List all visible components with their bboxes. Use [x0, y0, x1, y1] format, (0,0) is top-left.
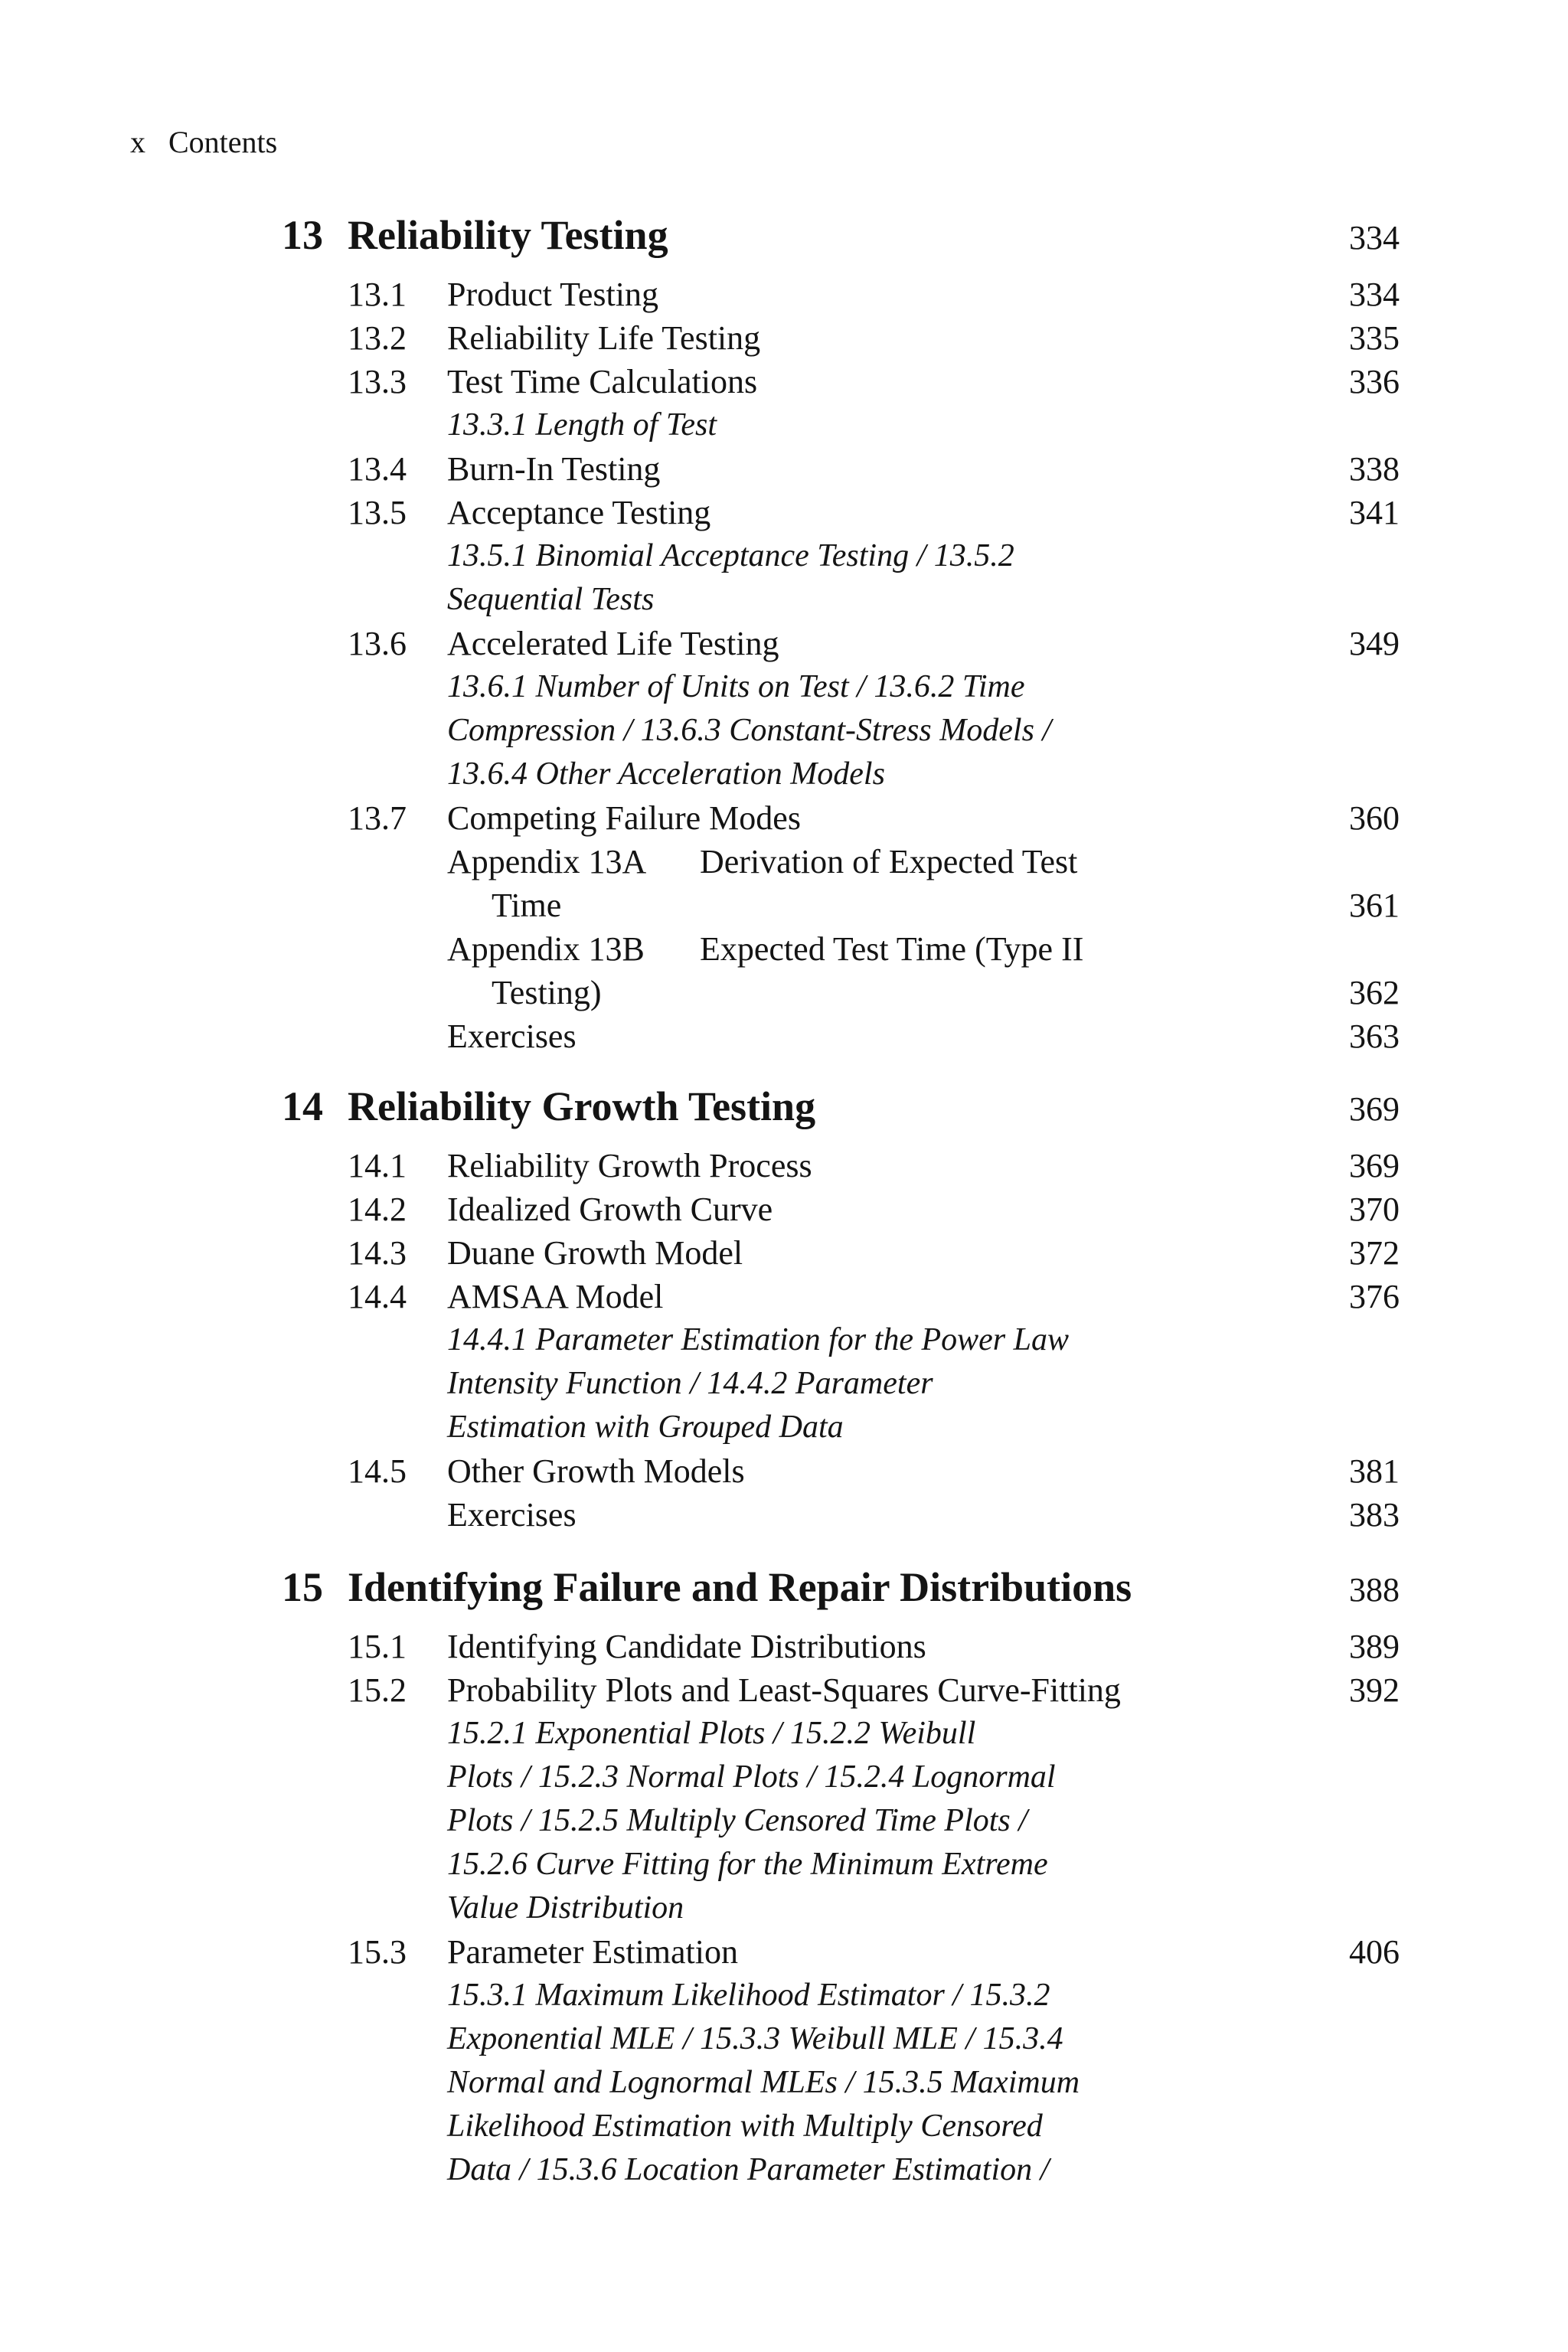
header-title: Contents	[168, 125, 278, 159]
section-title: Idealized Growth Curve	[447, 1191, 773, 1228]
toc-entry-14-4[interactable]	[348, 1275, 1400, 1318]
appendix-title-continued: Time	[492, 887, 562, 924]
toc-entry-13-2[interactable]	[348, 316, 1400, 360]
appendix-label: Appendix 13B	[447, 930, 645, 968]
toc-entry-14-2[interactable]	[348, 1187, 1400, 1231]
section-number: 14.4	[348, 1278, 407, 1315]
section-number: 14.1	[348, 1147, 407, 1184]
section-number: 14.5	[348, 1452, 407, 1490]
section-page: 360	[1349, 799, 1400, 837]
subsection-list-line: 13.5.1 Binomial Acceptance Testing / 13.5.2	[447, 538, 1014, 573]
section-number: 13.7	[348, 799, 407, 837]
section-page: 376	[1349, 1278, 1400, 1315]
section-page: 335	[1349, 319, 1400, 357]
toc-entry-appendix-13b[interactable]	[348, 927, 1400, 971]
chapter-page: 388	[1349, 1571, 1400, 1609]
section-page: 383	[1349, 1496, 1400, 1534]
section-title: Burn-In Testing	[447, 450, 661, 488]
section-title: Probability Plots and Least-Squares Curve-Fitting	[447, 1671, 1121, 1709]
section-page: 349	[1349, 625, 1400, 662]
subsection-list-line: Normal and Lognormal MLEs / 15.3.5 Maximum	[447, 2065, 1080, 2100]
chapter-title: Identifying Failure and Repair Distributions	[348, 1564, 1132, 1610]
section-number: 13.6	[348, 625, 407, 662]
section-page: 381	[1349, 1452, 1400, 1490]
chapter-title: Reliability Growth Testing	[348, 1083, 816, 1129]
toc-entry-15-2[interactable]	[348, 1668, 1400, 1712]
section-page: 369	[1349, 1147, 1400, 1184]
section-page: 406	[1349, 1933, 1400, 1971]
toc-entry-13-7[interactable]	[348, 796, 1400, 840]
section-title: Reliability Life Testing	[447, 319, 761, 357]
appendix-title: Expected Test Time (Type II	[700, 930, 1084, 968]
toc-entry-14-3[interactable]	[348, 1231, 1400, 1275]
section-title: Product Testing	[447, 276, 658, 313]
toc-entry-13-6[interactable]	[348, 622, 1400, 665]
toc-entry-appendix-13b-cont[interactable]	[348, 971, 1400, 1014]
toc-entry-13-3[interactable]	[348, 360, 1400, 403]
subsection-list-line: 15.2.1 Exponential Plots / 15.2.2 Weibull	[447, 1716, 976, 1751]
section-title: Acceptance Testing	[447, 494, 711, 531]
subsection-list-line: Intensity Function / 14.4.2 Parameter	[447, 1366, 933, 1401]
section-page: 392	[1349, 1671, 1400, 1709]
appendix-title-line	[447, 927, 1083, 971]
chapter-page: 334	[1349, 219, 1400, 256]
section-title: Accelerated Life Testing	[447, 625, 779, 662]
subsection-list-line: Value Distribution	[447, 1890, 684, 1926]
section-page: 338	[1349, 450, 1400, 488]
chapter-14-heading[interactable]	[282, 1080, 1400, 1133]
section-number: 13.1	[348, 276, 407, 313]
section-title: Competing Failure Modes	[447, 799, 801, 837]
section-page: 362	[1349, 974, 1400, 1011]
section-number: 14.2	[348, 1191, 407, 1228]
chapter-13-heading[interactable]	[282, 208, 1400, 262]
section-page: 372	[1349, 1234, 1400, 1272]
section-page: 389	[1349, 1628, 1400, 1665]
toc-entry-14-1[interactable]	[348, 1144, 1400, 1187]
chapter-title: Reliability Testing	[348, 212, 668, 258]
section-number: 13.2	[348, 319, 407, 357]
chapter-15-heading[interactable]	[282, 1560, 1400, 1614]
subsection-list-line: 13.6.4 Other Acceleration Models	[447, 756, 885, 792]
subsection-list-line: Sequential Tests	[447, 582, 655, 617]
running-header	[130, 122, 277, 162]
section-number: 13.4	[348, 450, 407, 488]
section-page: 336	[1349, 363, 1400, 400]
section-title: Reliability Growth Process	[447, 1147, 812, 1184]
page-number-roman: x	[130, 125, 145, 159]
toc-entry-13-5[interactable]	[348, 491, 1400, 534]
section-number: 13.5	[348, 494, 407, 531]
section-title: Exercises	[447, 1018, 577, 1055]
appendix-title: Derivation of Expected Test	[700, 843, 1078, 880]
appendix-title-line	[447, 840, 1077, 884]
subsection-list-line: Plots / 15.2.5 Multiply Censored Time Plots /	[447, 1803, 1027, 1838]
toc-entry-appendix-13a-cont[interactable]	[348, 884, 1400, 927]
section-page: 370	[1349, 1191, 1400, 1228]
section-page: 361	[1349, 887, 1400, 924]
section-title: Duane Growth Model	[447, 1234, 743, 1272]
toc-entry-14-5[interactable]	[348, 1449, 1400, 1493]
chapter-number: 14	[282, 1083, 323, 1129]
subsection-list-line: Exponential MLE / 15.3.3 Weibull MLE / 15.3.4	[447, 2021, 1063, 2056]
subsection-list-line: Compression / 13.6.3 Constant-Stress Models /	[447, 713, 1052, 748]
subsection-list-line: 15.3.1 Maximum Likelihood Estimator / 15.3.2	[447, 1978, 1050, 2013]
section-title: Parameter Estimation	[447, 1933, 738, 1971]
toc-entry-14-exercises[interactable]	[348, 1493, 1400, 1537]
chapter-number: 15	[282, 1564, 323, 1610]
appendix-label: Appendix 13A	[447, 843, 647, 880]
appendix-title-continued: Testing)	[492, 974, 602, 1011]
section-page: 341	[1349, 494, 1400, 531]
subsection-list-line: 13.3.1 Length of Test	[447, 407, 717, 443]
toc-entry-15-1[interactable]	[348, 1625, 1400, 1668]
subsection-list-line: Data / 15.3.6 Location Parameter Estimation /	[447, 2152, 1050, 2187]
section-page: 363	[1349, 1018, 1400, 1055]
subsection-list-line: Estimation with Grouped Data	[447, 1410, 844, 1445]
section-title: Other Growth Models	[447, 1452, 745, 1490]
toc-entry-15-3[interactable]	[348, 1930, 1400, 1974]
subsection-list-line: 14.4.1 Parameter Estimation for the Power Law	[447, 1322, 1069, 1357]
section-number: 15.3	[348, 1933, 407, 1971]
section-title: Test Time Calculations	[447, 363, 758, 400]
toc-entry-13-4[interactable]	[348, 447, 1400, 491]
subsection-list-line: Plots / 15.2.3 Normal Plots / 15.2.4 Lognormal	[447, 1759, 1056, 1795]
section-title: AMSAA Model	[447, 1278, 664, 1315]
section-number: 13.3	[348, 363, 407, 400]
toc-entry-13-1[interactable]	[348, 273, 1400, 316]
section-number: 15.1	[348, 1628, 407, 1665]
section-number: 14.3	[348, 1234, 407, 1272]
chapter-page: 369	[1349, 1090, 1400, 1128]
section-title: Identifying Candidate Distributions	[447, 1628, 926, 1665]
subsection-list-line: Likelihood Estimation with Multiply Censored	[447, 2109, 1043, 2144]
toc-entry-13-exercises[interactable]	[348, 1014, 1400, 1058]
subsection-list-line: 15.2.6 Curve Fitting for the Minimum Extreme	[447, 1847, 1048, 1882]
subsection-list-line: 13.6.1 Number of Units on Test / 13.6.2 Time	[447, 669, 1025, 704]
section-page: 334	[1349, 276, 1400, 313]
toc-entry-appendix-13a[interactable]	[348, 840, 1400, 884]
section-number: 15.2	[348, 1671, 407, 1709]
chapter-number: 13	[282, 212, 323, 258]
section-title: Exercises	[447, 1496, 577, 1534]
